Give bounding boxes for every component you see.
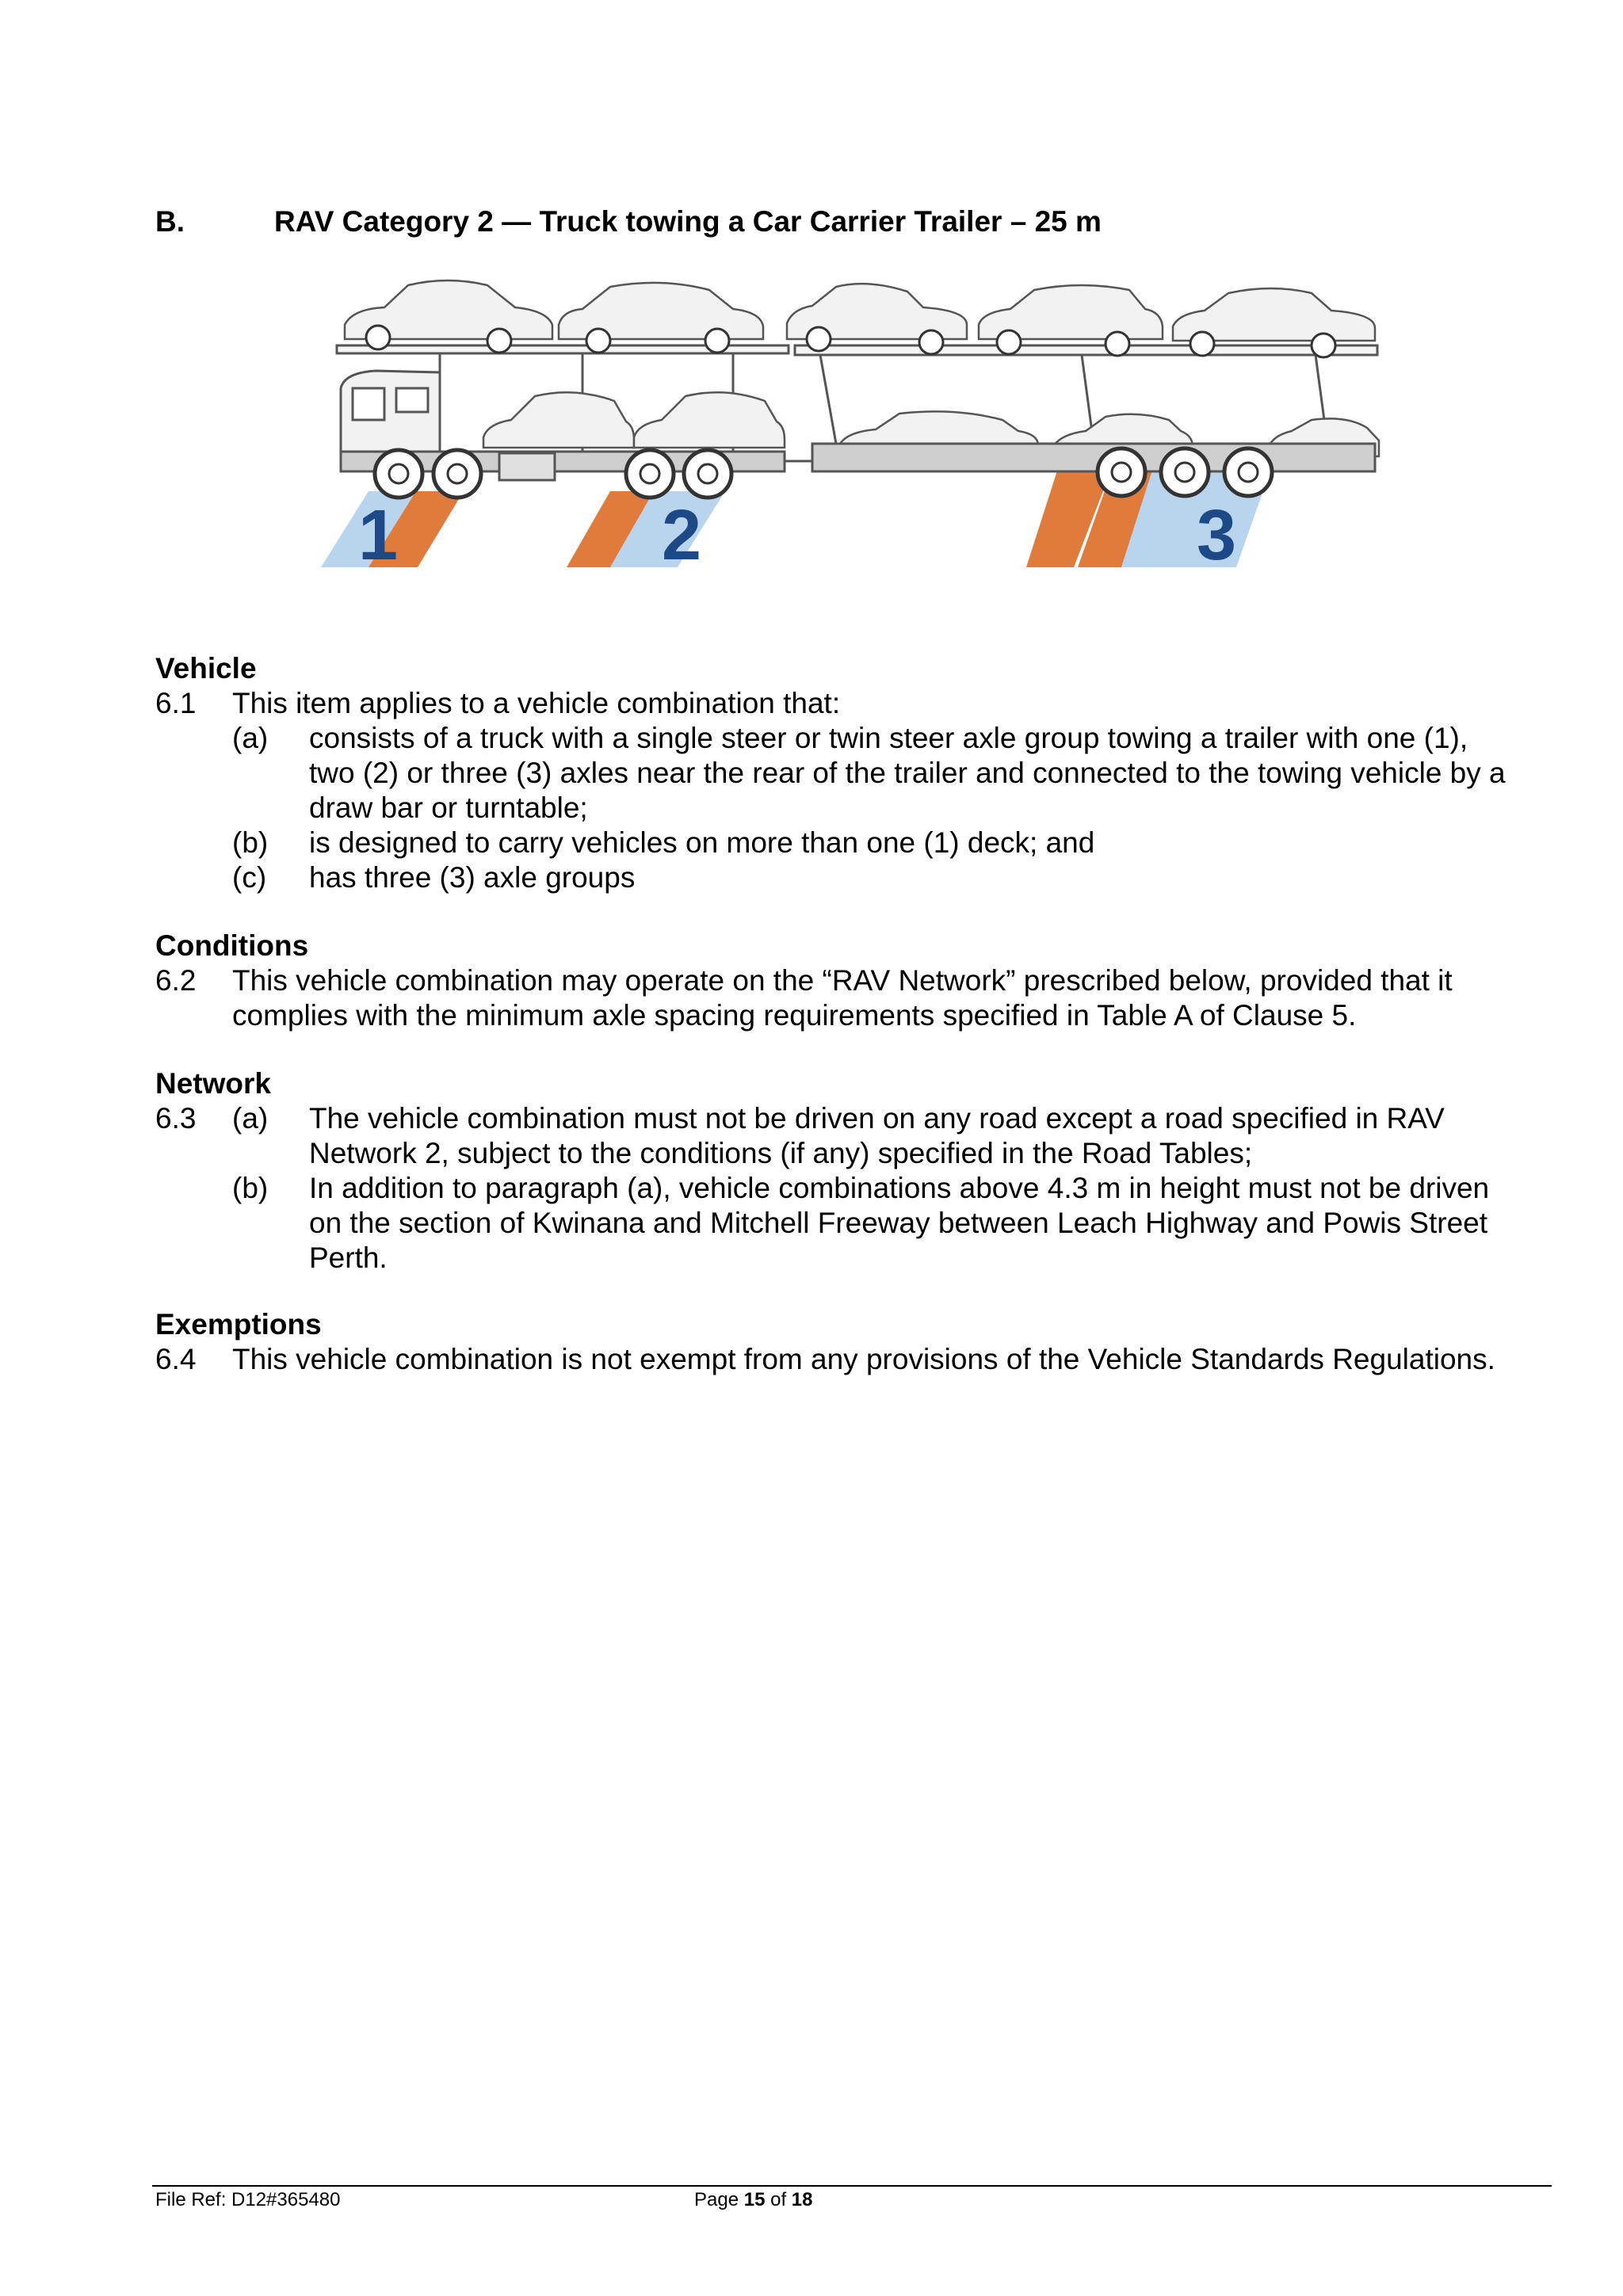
vehicle-heading: Vehicle [155,652,257,685]
clause-number: 6.3 [155,1102,197,1135]
file-reference: File Ref: D12#365480 [155,2189,341,2210]
axle-group-label-1: 1 [357,496,399,567]
item-marker: (a) [232,1102,269,1135]
item-line: on the section of Kwinana and Mitchell Freeway between Leach Highway and Powis Street [309,1207,1488,1239]
page-indicator [694,2188,813,2212]
conditions-line: complies with the minimum axle spacing requirements specified in Table A of Clause 5. [232,999,1357,1032]
axle-group-label-2: 2 [661,496,702,567]
item-line: draw bar or turntable; [309,791,588,824]
car-carrier-diagram [321,261,1383,567]
network-heading: Network [155,1067,271,1100]
item-line: two (2) or three (3) axles near the rear of the trailer and connected to the towing vehicle by a [309,757,1506,789]
clause-number: 6.1 [155,687,197,719]
clause-number: 6.4 [155,1343,197,1375]
exemptions-heading: Exemptions [155,1308,322,1341]
item-line: Network 2, subject to the conditions (if any) specified in the Road Tables; [309,1137,1253,1169]
of-word: of [770,2189,787,2210]
item-marker: (b) [232,826,269,859]
item-line: has three (3) axle groups [309,861,636,894]
item-marker: (c) [232,861,267,894]
section-title: RAV Category 2 — Truck towing a Car Carrier Trailer – 25 m [274,205,1102,238]
axle-group-label-3: 3 [1196,496,1237,567]
exemptions-text: This vehicle combination is not exempt from any provisions of the Vehicle Standards Regulations. [232,1343,1495,1375]
item-line: Perth. [309,1241,388,1274]
item-line: In addition to paragraph (a), vehicle combinations above 4.3 m in height must not be driven [309,1172,1490,1204]
item-marker: (b) [232,1172,269,1204]
item-line: consists of a truck with a single steer or twin steer axle group towing a trailer with one (1), [309,722,1468,754]
clause-number: 6.2 [155,964,197,997]
page-total: 18 [791,2189,813,2210]
vehicle-intro: This item applies to a vehicle combination that: [232,687,841,719]
footer-rule [152,2185,1552,2187]
item-marker: (a) [232,722,269,754]
item-line: The vehicle combination must not be driven on any road except a road specified in RAV [309,1102,1445,1135]
conditions-heading: Conditions [155,929,309,962]
section-letter: B. [155,205,185,238]
item-line: is designed to carry vehicles on more than one (1) deck; and [309,826,1095,859]
page-number: 15 [743,2189,766,2210]
page-word: Page [694,2189,739,2210]
conditions-line: This vehicle combination may operate on the “RAV Network” prescribed below, provided that it [232,964,1453,997]
